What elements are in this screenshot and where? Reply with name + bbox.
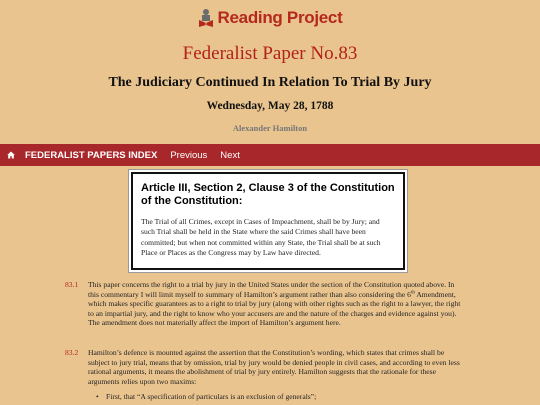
main-navbar [0,144,540,166]
publication-date: Wednesday, May 28, 1788 [206,100,334,112]
list-item [96,392,466,402]
nav-next-link[interactable]: Next [220,149,240,161]
site-logo[interactable] [0,8,540,28]
paragraph-number: 83.1 [65,280,79,289]
bullet-icon: • [96,392,99,401]
paragraph-number: 83.2 [65,348,79,357]
reader-logo-icon [198,8,214,28]
home-icon[interactable] [7,151,15,159]
author-name: Alexander Hamilton [232,123,308,133]
paragraph-text-continued: Amendment, which makes specific guarantees as to a right to trial by jury (along with other rights such as the right to a lawyer, the right to an impartial jury, and the right to know who your accusers are and the nature of the charges and evidence against you). The amendment does not materially affect the import of Hamilton’s argument here. [88,289,461,328]
nav-index-link[interactable]: FEDERALIST PAPERS INDEX [25,149,158,161]
constitution-heading: Article III, Section 2, Clause 3 of the Constitution of the Constitution: [141,182,395,207]
paragraph-83-1 [65,280,466,328]
constitution-quote-box [131,172,405,270]
list-item-text: First, that “A specification of particulars is an exclusion of generals”; [106,392,317,401]
nav-previous-link[interactable]: Previous [170,149,208,161]
ordinal-suffix: th [410,290,415,296]
paragraph-text: This paper concerns the right to a trial by jury in the United States under the section of the Constitution quoted above. In this commentary I will limit myself to summary of Hamilton’s argument rather than also considering the 6 [88,280,455,299]
page-title: Federalist Paper No.83 [182,43,358,64]
page-subtitle: The Judiciary Continued In Relation To Trial By Jury [108,75,432,90]
constitution-text: The Trial of all Crimes, except in Cases of Impeachment, shall be by Jury; and such Trial shall be held in the State where the said Crimes shall have been committed; but when not committed within any State, the Trial shall be at such Place or Places as the Congress may by Law have directed. [141,217,381,258]
site-name: Reading Project [217,8,343,27]
paragraph-83-2 [65,348,466,386]
paragraph-text: Hamilton’s defence is mounted against the assertion that the Constitution’s wording, which states that crimes shall be subject to jury trial, means that by omission, trial by jury would be denied people in civil cases, and according to even less rational arguments, it means the abolishment of trial by jury entirely. Hamilton suggests that the rationale for these arguments relies upon two maxims: [88,348,460,386]
